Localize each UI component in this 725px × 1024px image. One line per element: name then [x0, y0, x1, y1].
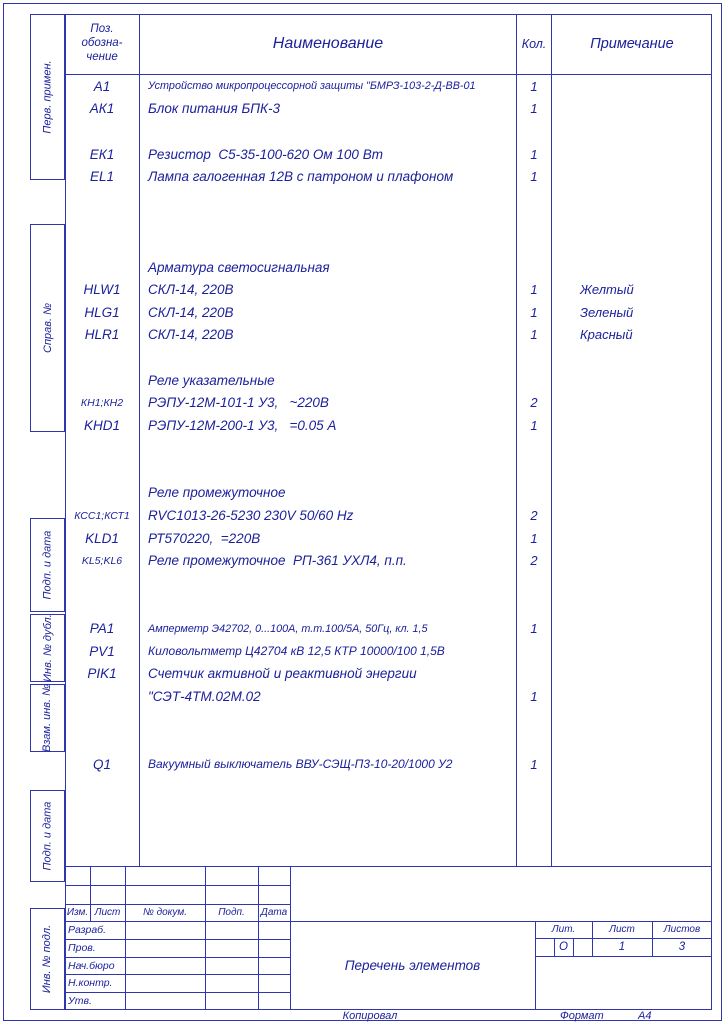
titleblock-sheets-value: 3: [678, 941, 686, 953]
cell-qty: [517, 346, 552, 369]
cell-pos: [65, 595, 140, 618]
cell-qty: 1: [517, 324, 552, 347]
table-row: [65, 482, 712, 505]
cell-name: [140, 798, 517, 821]
cell-name: [140, 730, 517, 753]
cell-qty: 1: [517, 753, 552, 776]
table-row: [65, 324, 712, 347]
cell-qty: [517, 730, 552, 753]
document-title: Перечень элементов: [344, 958, 481, 973]
cell-name: "СЭТ-4ТМ.02М.02: [140, 685, 517, 708]
cell-note: [552, 708, 712, 731]
cell-name: [140, 843, 517, 866]
margin-label-perv-primen: Перв. примен.: [41, 60, 54, 134]
table-row: [65, 233, 712, 256]
cell-name: [140, 459, 517, 482]
titleblock-col-date: Дата: [260, 907, 288, 918]
titleblock-col-izm: Изм.: [66, 907, 89, 918]
cell-note: [552, 821, 712, 844]
cell-pos: А1: [65, 75, 140, 98]
cell-pos: [65, 685, 140, 708]
table-row: [65, 188, 712, 211]
cell-qty: [517, 821, 552, 844]
cell-name: [140, 120, 517, 143]
titleblock-role-nachburo: Нач.бюро: [68, 959, 115, 972]
table-row: [65, 143, 712, 166]
table-row: [65, 211, 712, 234]
cell-pos: [65, 211, 140, 234]
cell-note: [552, 437, 712, 460]
cell-qty: [517, 233, 552, 256]
cell-note: [552, 595, 712, 618]
cell-note: [552, 233, 712, 256]
titleblock-col-sign: Подп.: [218, 907, 245, 918]
cell-name: Арматура светосигнальная: [140, 256, 517, 279]
cell-name: РТ570220, =220В: [140, 527, 517, 550]
cell-qty: 1: [517, 414, 552, 437]
cell-note: [552, 346, 712, 369]
cell-name: Реле указательные: [140, 369, 517, 392]
cell-pos: [65, 120, 140, 143]
cell-pos: [65, 256, 140, 279]
cell-qty: [517, 640, 552, 663]
footer-format-value: А4: [638, 1010, 652, 1022]
cell-pos: [65, 188, 140, 211]
cell-note: [552, 640, 712, 663]
cell-pos: ЕК1: [65, 143, 140, 166]
cell-note: [552, 549, 712, 572]
margin-label-inv-dubl: Инв. № дубл.: [41, 614, 54, 682]
titleblock-role-nkontr: Н.контр.: [68, 977, 113, 989]
cell-note: [552, 482, 712, 505]
cell-name: [140, 211, 517, 234]
cell-qty: [517, 459, 552, 482]
table-row: [65, 708, 712, 731]
table-row: [65, 753, 712, 776]
cell-pos: PV1: [65, 640, 140, 663]
margin-box-podp-data-1: [30, 518, 65, 612]
divider-line: [65, 885, 290, 886]
divider-line: [258, 866, 259, 1010]
divider-line: [125, 866, 126, 1010]
cell-name: Блок питания БПК-3: [140, 98, 517, 121]
titleblock-col-docnum: № докум.: [142, 907, 188, 918]
cell-qty: 1: [517, 143, 552, 166]
divider-line: [573, 938, 574, 956]
cell-pos: АК1: [65, 98, 140, 121]
margin-label-sprav-no: Справ. №: [41, 303, 54, 353]
cell-name: Реле промежуточное: [140, 482, 517, 505]
cell-name: СКЛ-14, 220В: [140, 324, 517, 347]
cell-pos: [65, 730, 140, 753]
margin-box-sprav-no: [30, 224, 65, 432]
cell-note: [552, 369, 712, 392]
table-row: [65, 256, 712, 279]
titleblock-lit-value: О: [559, 941, 568, 953]
cell-note: [552, 391, 712, 414]
margin-box-podp-data-2: [30, 790, 65, 882]
table-row: [65, 685, 712, 708]
titleblock-col-sheet: Лист: [94, 907, 121, 918]
table-row: [65, 459, 712, 482]
cell-qty: 2: [517, 549, 552, 572]
cell-note: [552, 572, 712, 595]
table-header: [65, 14, 712, 75]
titleblock-lit-label: Лит.: [551, 924, 576, 935]
cell-note: [552, 527, 712, 550]
cell-qty: [517, 437, 552, 460]
table-row: [65, 640, 712, 663]
cell-name: Лампа галогенная 12В с патроном и плафоном: [140, 165, 517, 188]
cell-qty: 1: [517, 75, 552, 98]
titleblock-sheet-value: 1: [618, 941, 626, 953]
cell-note: [552, 414, 712, 437]
cell-name: СКЛ-14, 220В: [140, 278, 517, 301]
cell-note: [552, 730, 712, 753]
title-block: [65, 866, 712, 1010]
table-row: [65, 414, 712, 437]
cell-qty: 1: [517, 98, 552, 121]
cell-qty: [517, 188, 552, 211]
cell-name: [140, 346, 517, 369]
cell-name: [140, 775, 517, 798]
cell-pos: [65, 437, 140, 460]
cell-pos: [65, 572, 140, 595]
cell-name: Амперметр Э42702, 0...100А, т.т.100/5А, 50Гц, кл. 1,5: [140, 617, 517, 640]
cell-note: [552, 459, 712, 482]
table-row: [65, 617, 712, 640]
header-name: Наименование: [140, 14, 517, 75]
cell-note: [552, 98, 712, 121]
cell-pos: [65, 459, 140, 482]
table-body: [65, 75, 712, 866]
divider-line: [65, 866, 712, 867]
titleblock-sheets-label: Листов: [663, 924, 701, 935]
cell-qty: [517, 662, 552, 685]
cell-note: Зеленый: [580, 304, 634, 320]
margin-label-vzam-inv: Взам. инв. №: [41, 683, 54, 753]
table-row: [65, 301, 712, 324]
cell-qty: [517, 708, 552, 731]
cell-pos: HLR1: [65, 324, 140, 347]
cell-pos: KHD1: [65, 414, 140, 437]
cell-note: [552, 75, 712, 98]
cell-note: [552, 843, 712, 866]
cell-qty: 1: [517, 301, 552, 324]
cell-pos: [65, 346, 140, 369]
cell-note: Красный: [580, 327, 633, 343]
cell-note: [552, 798, 712, 821]
cell-note: [552, 165, 712, 188]
cell-qty: [517, 482, 552, 505]
cell-pos: КСС1;КСТ1: [65, 504, 140, 527]
cell-name: [140, 708, 517, 731]
cell-name: [140, 595, 517, 618]
cell-pos: HLG1: [65, 301, 140, 324]
cell-pos: [65, 482, 140, 505]
cell-qty: [517, 798, 552, 821]
table-row: [65, 346, 712, 369]
cell-pos: KLD1: [65, 527, 140, 550]
cell-qty: [517, 595, 552, 618]
table-row: [65, 120, 712, 143]
cell-qty: 2: [517, 504, 552, 527]
cell-pos: РА1: [65, 617, 140, 640]
cell-qty: [517, 369, 552, 392]
cell-note: [552, 143, 712, 166]
cell-note: [552, 617, 712, 640]
table-row: [65, 165, 712, 188]
cell-qty: [517, 211, 552, 234]
cell-qty: 1: [517, 278, 552, 301]
table-row: [65, 798, 712, 821]
table-row: [65, 821, 712, 844]
titleblock-sheet-label: Лист: [609, 924, 635, 935]
table-row: [65, 527, 712, 550]
cell-name: Вакуумный выключатель ВВУ-СЭЩ-П3-10-20/1000 У2: [140, 753, 517, 776]
divider-line: [535, 956, 712, 957]
cell-qty: [517, 572, 552, 595]
cell-note: [552, 120, 712, 143]
cell-pos: EL1: [65, 165, 140, 188]
header-quantity: Кол.: [517, 14, 552, 75]
cell-name: RVC1013-26-5230 230V 50/60 Hz: [140, 504, 517, 527]
cell-qty: 2: [517, 391, 552, 414]
cell-name: [140, 821, 517, 844]
table-row: [65, 572, 712, 595]
table-row: [65, 437, 712, 460]
cell-name: Реле промежуточное РП-361 УХЛ4, п.п.: [140, 549, 517, 572]
titleblock-role-prov: Пров.: [68, 942, 96, 954]
cell-qty: 1: [517, 617, 552, 640]
cell-pos: Q1: [65, 753, 140, 776]
cell-pos: HLW1: [65, 278, 140, 301]
table-row: [65, 504, 712, 527]
table-row: [65, 75, 712, 98]
margin-box-vzam-inv: [30, 684, 65, 752]
cell-pos: [65, 775, 140, 798]
table-row: [65, 98, 712, 121]
cell-pos: [65, 821, 140, 844]
cell-note: [552, 256, 712, 279]
cell-name: Устройство микропроцессорной защиты "БМРЗ-103-2-Д-ВВ-01: [140, 75, 517, 98]
cell-name: СКЛ-14, 220В: [140, 301, 517, 324]
footer-format-label: Формат: [560, 1010, 604, 1022]
cell-name: [140, 437, 517, 460]
cell-qty: 1: [517, 527, 552, 550]
header-pos-designation: Поз. обозна- чение: [65, 14, 140, 75]
cell-name: [140, 188, 517, 211]
margin-box-inv-podl: [30, 908, 65, 1010]
cell-name: Счетчик активной и реактивной энергии: [140, 662, 517, 685]
cell-qty: [517, 843, 552, 866]
cell-pos: [65, 369, 140, 392]
table-row: [65, 391, 712, 414]
cell-pos: PIK1: [65, 662, 140, 685]
table-row: [65, 775, 712, 798]
table-row: [65, 549, 712, 572]
table-row: [65, 595, 712, 618]
cell-name: Резистор С5-35-100-620 Ом 100 Вт: [140, 143, 517, 166]
cell-note: [552, 685, 712, 708]
cell-name: [140, 572, 517, 595]
cell-pos: [65, 708, 140, 731]
cell-qty: [517, 256, 552, 279]
cell-note: [552, 775, 712, 798]
margin-label-inv-podl: Инв. № подл.: [41, 924, 54, 994]
cell-pos: КН1;КН2: [65, 391, 140, 414]
margin-label-podp-data-2: Подп. и дата: [41, 801, 54, 871]
cell-note: [552, 504, 712, 527]
cell-note: [552, 188, 712, 211]
margin-box-inv-dubl: [30, 614, 65, 682]
cell-pos: [65, 843, 140, 866]
cell-pos: [65, 798, 140, 821]
header-note: Примечание: [552, 14, 712, 75]
titleblock-role-utv: Утв.: [68, 995, 92, 1007]
cell-qty: [517, 120, 552, 143]
margin-box-perv-primen: [30, 14, 65, 180]
margin-label-podp-data-1: Подп. и дата: [41, 530, 54, 600]
table-row: [65, 662, 712, 685]
cell-note: [552, 662, 712, 685]
table-row: [65, 278, 712, 301]
table-row: [65, 843, 712, 866]
footer-copied-label: Копировал: [342, 1010, 398, 1022]
table-row: [65, 730, 712, 753]
cell-name: РЭПУ-12М-200-1 У3, =0.05 А: [140, 414, 517, 437]
cell-qty: 1: [517, 165, 552, 188]
divider-line: [205, 866, 206, 1010]
cell-pos: KL5;KL6: [65, 549, 140, 572]
titleblock-role-razrab: Разраб.: [68, 924, 106, 936]
cell-name: [140, 233, 517, 256]
cell-qty: [517, 775, 552, 798]
cell-note: Желтый: [580, 282, 634, 298]
table-row: [65, 369, 712, 392]
cell-qty: 1: [517, 685, 552, 708]
cell-pos: [65, 233, 140, 256]
cell-name: РЭПУ-12М-101-1 У3, ~220В: [140, 391, 517, 414]
cell-note: [552, 211, 712, 234]
cell-note: [552, 753, 712, 776]
cell-name: Киловольтметр Ц42704 кВ 12,5 КТР 10000/100 1,5В: [140, 640, 517, 663]
